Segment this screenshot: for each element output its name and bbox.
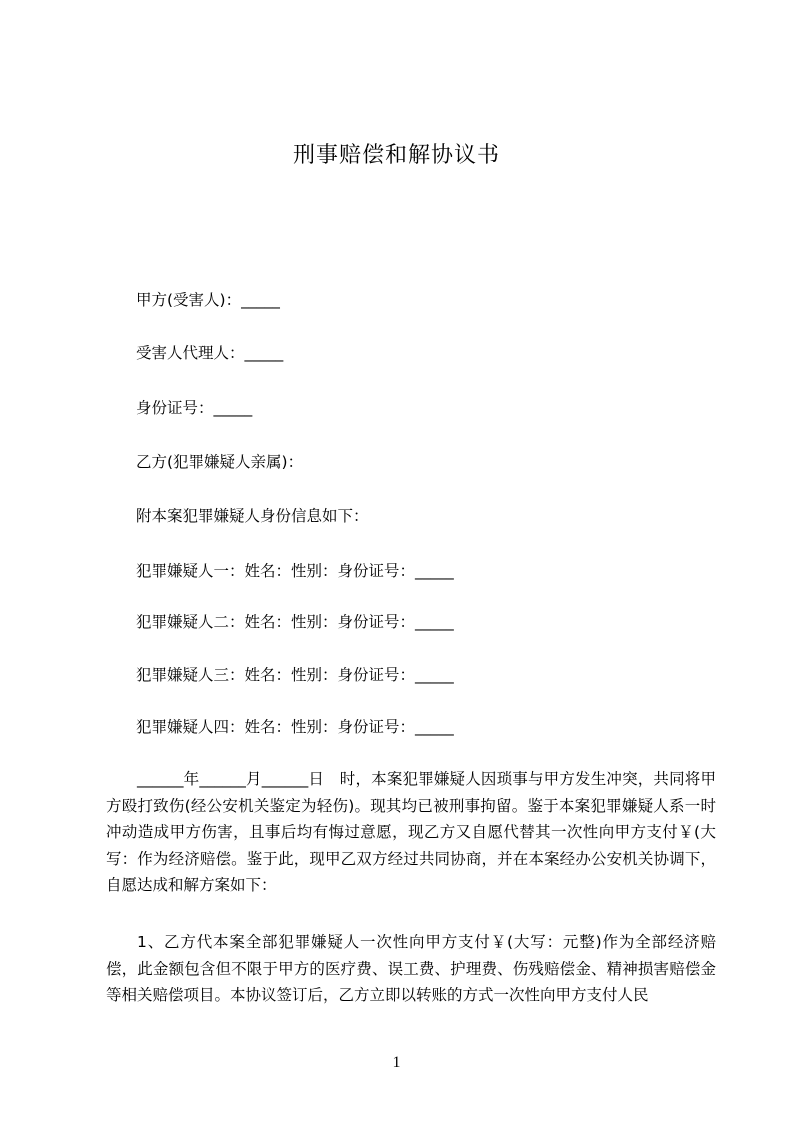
page-number: 1 bbox=[392, 1054, 401, 1071]
suspect-3-field: 犯罪嫌疑人三：姓名：性别：身份证号：_____ bbox=[136, 666, 454, 684]
party-b-field: 乙方(犯罪嫌疑人亲属)： bbox=[136, 453, 304, 471]
party-a-field: 甲方(受害人)：_____ bbox=[136, 291, 280, 309]
document-title: 刑事赔偿和解协议书 bbox=[292, 143, 500, 168]
clause-1-paragraph: 1、乙方代本案全部犯罪嫌疑人一次性向甲方支付￥(大写：元整)作为全部经济赔偿，此金额包含但不限于甲方的医疗费、误工费、护理费、伤残赔偿金、精神损害赔偿金等相关赔偿项目。本协议签订后，乙方立即以转账的方式一次性向甲方支付人民 bbox=[106, 933, 716, 1005]
suspect-intro: 附本案犯罪嫌疑人身份信息如下： bbox=[136, 507, 369, 525]
suspect-2-field: 犯罪嫌疑人二：姓名：性别：身份证号：_____ bbox=[136, 613, 454, 631]
id-number-field: 身份证号：_____ bbox=[136, 399, 253, 417]
suspect-4-field: 犯罪嫌疑人四：姓名：性别：身份证号：_____ bbox=[136, 718, 454, 736]
incident-paragraph: ______年______月______日 时，本案犯罪嫌疑人因琐事与甲方发生冲突，共同将甲方殴打致伤(经公安机关鉴定为轻伤)。现其均已被刑事拘留。鉴于本案犯罪嫌疑人系一时冲动造成甲方伤害，且事后均有悔过意愿，现乙方又自愿代替其一次性向甲方支付￥(大写：作为经济赔偿。鉴于此，现甲乙双方经过共同协商，并在本案经办公安机关协调下，自愿达成和解方案如下： bbox=[106, 770, 716, 895]
suspect-1-field: 犯罪嫌疑人一：姓名：性别：身份证号：_____ bbox=[136, 562, 454, 580]
agent-field: 受害人代理人：_____ bbox=[136, 344, 284, 362]
